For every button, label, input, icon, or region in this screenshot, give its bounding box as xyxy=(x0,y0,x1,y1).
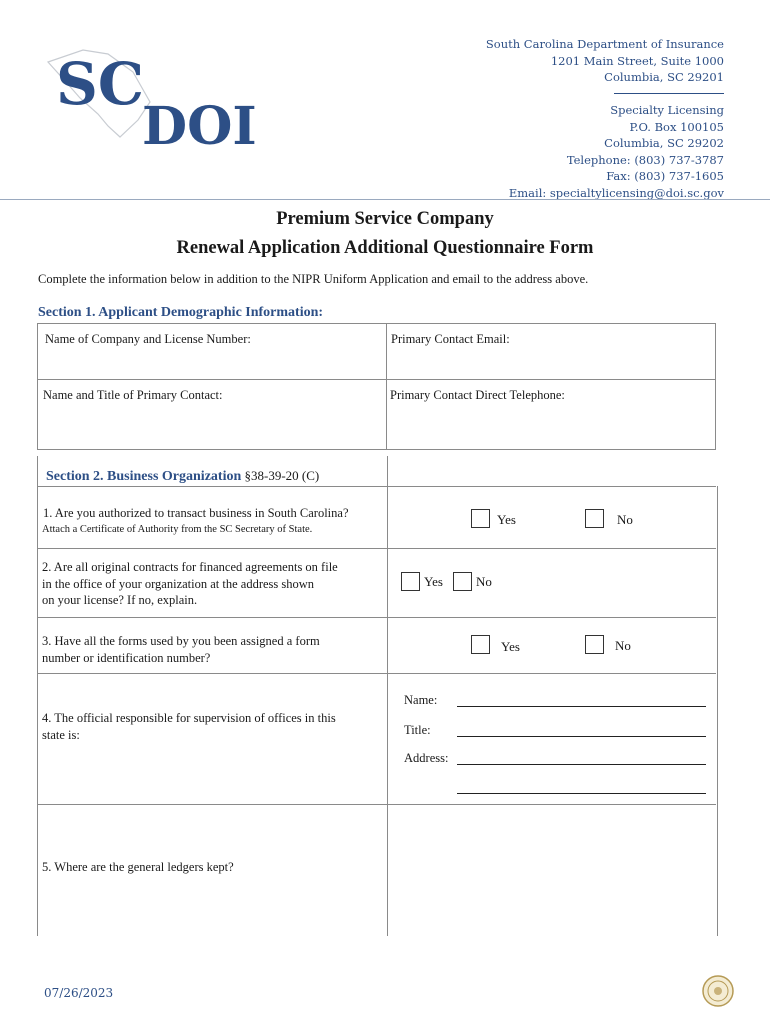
email-field[interactable]: Primary Contact Email: xyxy=(391,332,510,346)
email[interactable]: Email: specialtylicensing@doi.sc.gov xyxy=(508,185,724,200)
q2-no-label: No xyxy=(476,574,492,589)
question-2-line: 2. Are all original contracts for financed agreements on file xyxy=(42,560,338,574)
section2-title: Section 2. Business Organization xyxy=(46,469,242,484)
q2-no-checkbox[interactable] xyxy=(453,572,472,591)
question-4-line: 4. The official responsible for supervision of offices in this xyxy=(42,711,336,725)
table-divider xyxy=(38,379,715,380)
q1-yes-checkbox[interactable] xyxy=(471,509,490,528)
telephone: Telephone: (803) 737-3787 xyxy=(566,152,724,167)
form-title: Premium Service Company xyxy=(276,209,494,229)
contact-name-field[interactable]: Name and Title of Primary Contact: xyxy=(43,388,223,402)
city-address-2: Columbia, SC 29202 xyxy=(604,136,724,150)
table-divider xyxy=(37,486,716,487)
table-divider xyxy=(37,804,716,805)
svg-text:SC: SC xyxy=(56,50,145,118)
question-4-line: state is: xyxy=(42,727,80,742)
question-2-line: on your license? If no, explain. xyxy=(42,593,198,607)
table-divider xyxy=(37,548,716,549)
q3-no-checkbox[interactable] xyxy=(585,635,604,654)
q3-no-label: No xyxy=(615,638,631,653)
table-divider xyxy=(387,486,388,936)
question-5: 5. Where are the general ledgers kept? xyxy=(42,860,234,874)
company-field[interactable]: Name of Company and License Number: xyxy=(45,332,251,346)
phone-field[interactable]: Primary Contact Direct Telephone: xyxy=(390,388,565,402)
question-3 xyxy=(42,633,320,666)
question-1: 1. Are you authorized to transact business in South Carolina? xyxy=(43,506,349,520)
city-address: Columbia, SC 29201 xyxy=(604,70,724,84)
ledger-location-field[interactable] xyxy=(392,818,714,934)
street-address: 1201 Main Street, Suite 1000 xyxy=(550,53,724,68)
form-date: 07/26/2023 xyxy=(44,986,114,1000)
po-box: P.O. Box 100105 xyxy=(629,119,724,134)
question-3-line: number or identification number? xyxy=(42,650,211,665)
question-1-note: Attach a Certificate of Authority from the SC Secretary of State. xyxy=(42,524,313,535)
q1-no-label: No xyxy=(617,512,633,527)
title-label: Title: xyxy=(404,723,431,737)
org-name: South Carolina Department of Insurance xyxy=(485,37,724,51)
sc-state-outline-icon xyxy=(38,42,268,152)
address-label: Address: xyxy=(404,751,449,765)
question-3-line: 3. Have all the forms used by you been assigned a form xyxy=(42,634,320,648)
contact-block xyxy=(486,36,724,201)
q3-yes-label: Yes xyxy=(501,639,520,654)
header-divider xyxy=(0,199,770,200)
section1-heading: Section 1. Applicant Demographic Information: xyxy=(38,305,324,320)
question-2-line: in the office of your organization at the address shown xyxy=(42,576,315,591)
q2-yes-label: Yes xyxy=(424,574,443,589)
q3-yes-checkbox[interactable] xyxy=(471,635,490,654)
official-address-field[interactable] xyxy=(457,764,706,765)
name-label: Name: xyxy=(404,693,438,707)
q1-no-checkbox[interactable] xyxy=(585,509,604,528)
question-4 xyxy=(42,710,336,743)
official-title-field[interactable] xyxy=(457,736,706,737)
form-subtitle: Renewal Application Additional Questionnaire Form xyxy=(176,238,594,258)
contact-divider xyxy=(614,93,724,94)
scdoi-logo xyxy=(38,42,268,152)
division-name: Specialty Licensing xyxy=(610,103,724,117)
statute-reference: §38-39-20 (C) xyxy=(244,468,320,483)
question-2 xyxy=(42,559,338,609)
table-divider xyxy=(37,456,38,486)
table-divider xyxy=(37,617,716,618)
table-divider xyxy=(386,324,387,450)
q2-yes-checkbox[interactable] xyxy=(401,572,420,591)
official-name-field[interactable] xyxy=(457,706,706,707)
table-divider xyxy=(387,456,388,486)
q1-yes-label: Yes xyxy=(497,512,516,527)
official-address-field-2[interactable] xyxy=(457,793,706,794)
state-seal xyxy=(702,975,734,1007)
table-divider xyxy=(37,673,716,674)
section1-table xyxy=(37,323,716,450)
section2-heading xyxy=(46,468,319,485)
instructions: Complete the information below in addition to the NIPR Uniform Application and email to the address above. xyxy=(38,272,589,286)
seal-icon xyxy=(702,975,734,1007)
svg-text:DOI: DOI xyxy=(142,96,257,152)
fax: Fax: (803) 737-1605 xyxy=(606,169,724,183)
